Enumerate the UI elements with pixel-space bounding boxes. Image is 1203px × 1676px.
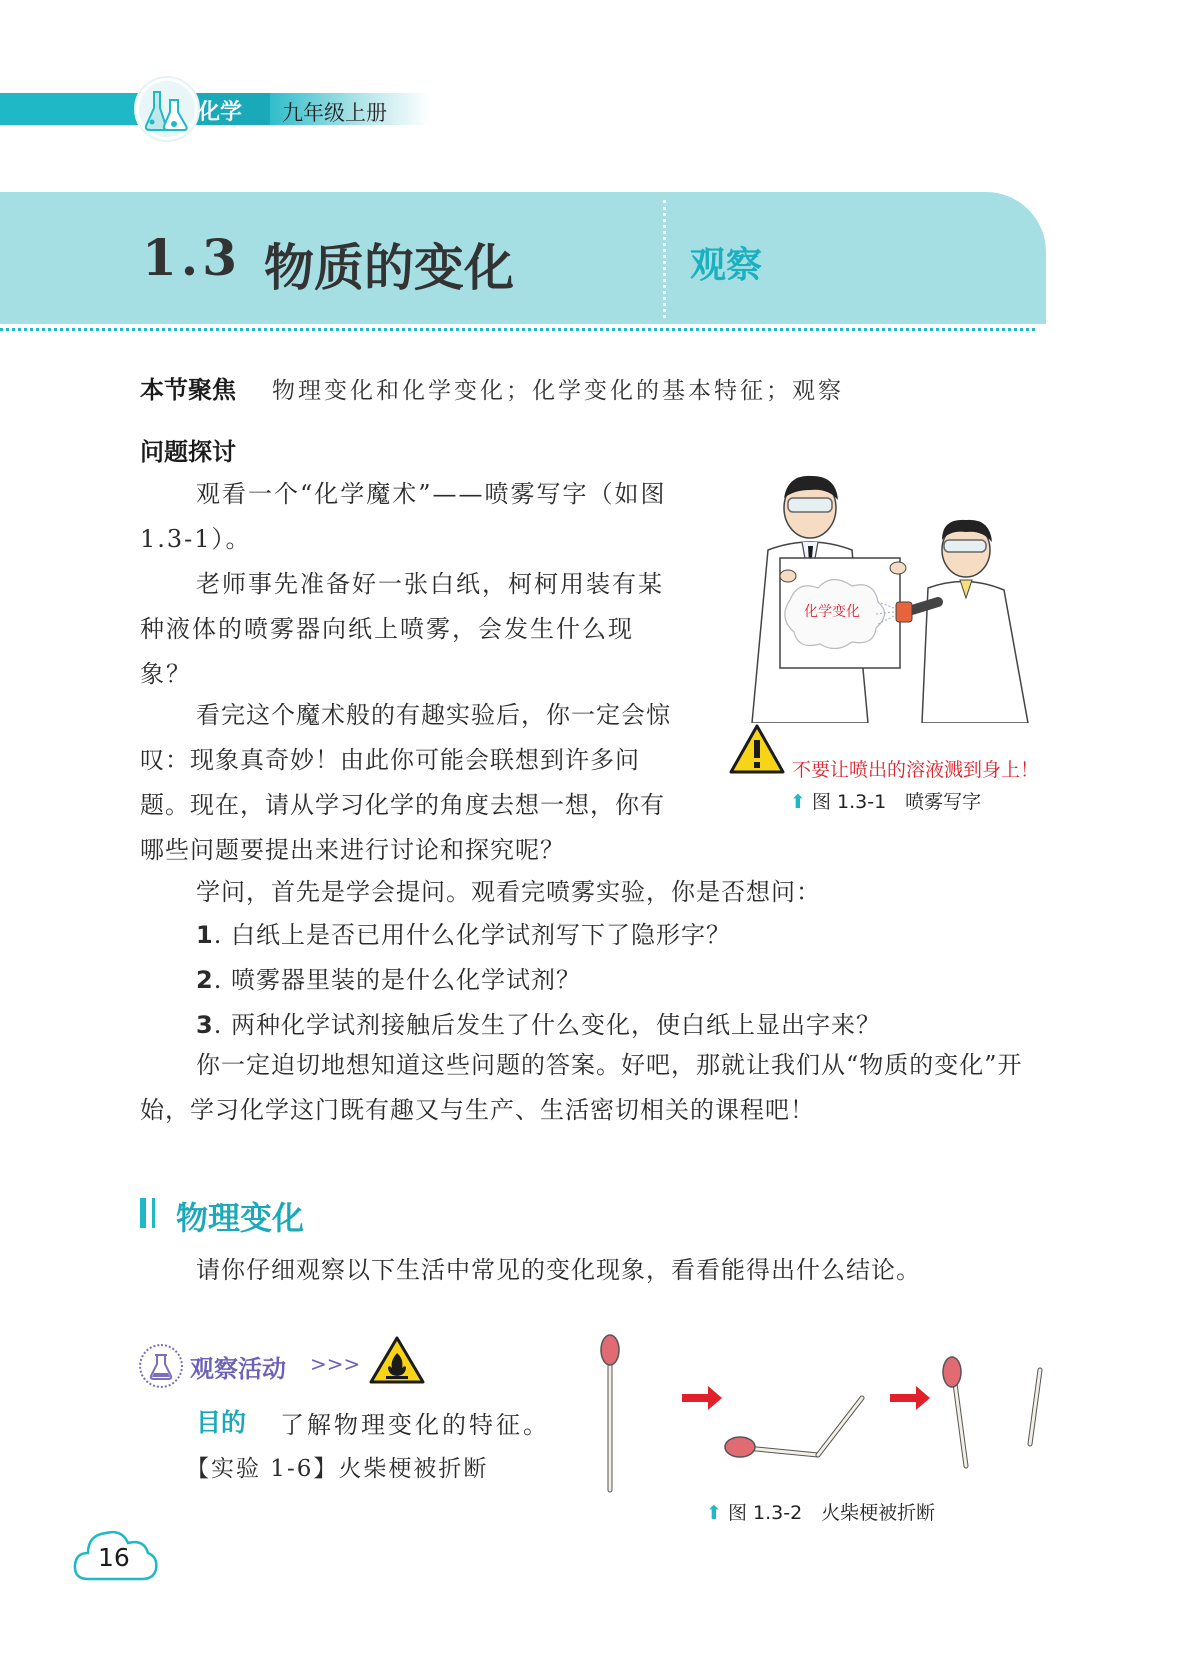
- goal-label: 目的: [196, 1408, 247, 1437]
- header-subject: 化学: [198, 100, 243, 125]
- matchstick-illustration: [590, 1328, 1070, 1498]
- question-number: 1: [196, 921, 214, 949]
- question-text: . 白纸上是否已用什么化学试剂写下了隐形字？: [213, 921, 731, 949]
- question-number: 3: [196, 1011, 214, 1039]
- paragraph-2: 老师事先准备好一张白纸，柯柯用装有某种液体的喷雾器向纸上喷雾，会发生什么现象？: [140, 570, 664, 688]
- section-intro: 请你仔细观察以下生活中常见的变化现象，看看能得出什么结论。: [196, 1256, 921, 1284]
- problem-heading: 问题探讨: [140, 438, 236, 466]
- focus-label: 本节聚焦: [140, 376, 236, 404]
- activity-arrows: >>>: [310, 1352, 361, 1376]
- question-item: [196, 1005, 881, 1040]
- spray-writing-illustration: [728, 468, 1048, 723]
- figure-2-caption-text: 图 1.3-2 火柴梗被折断: [727, 1502, 936, 1524]
- activity-label: 观察活动: [190, 1355, 286, 1383]
- paragraph-4: 学问，首先是学会提问。观看完喷雾实验，你是否想问：: [196, 878, 821, 906]
- page-title: 物质的变化: [264, 239, 514, 297]
- section-title: 物理变化: [176, 1199, 305, 1237]
- question-item: [196, 915, 731, 950]
- paragraph-1: 观看一个“化学魔术”——喷雾写字（如图 1.3-1）。: [140, 480, 667, 553]
- question-number: 2: [196, 966, 214, 994]
- experiment-title: 【实验 1-6】火柴梗被折断: [186, 1456, 489, 1482]
- page-number: 16: [98, 1543, 130, 1572]
- figure-1-caption: [790, 787, 981, 814]
- warning-icon: [728, 723, 786, 779]
- section-marker: [140, 1198, 146, 1228]
- figure-1-caption-text: 图 1.3-1 喷雾写字: [811, 791, 982, 813]
- section-marker-thin: [152, 1198, 155, 1228]
- flask-activity-icon: [139, 1344, 183, 1388]
- paragraph-5: 你一定迫切地想知道这些问题的答案。好吧，那就让我们从“物质的变化”开始，学习化学这门既有趣又与生产、生活密切相关的课程吧！: [140, 1051, 1023, 1124]
- board-text: 化学变化: [804, 604, 860, 620]
- question-item: [196, 960, 581, 995]
- figure-2-caption: [706, 1498, 935, 1525]
- dotted-rule: [0, 328, 1035, 331]
- warning-text: 不要让喷出的溶液溅到身上！: [792, 759, 1040, 781]
- question-text: . 两种化学试剂接触后发生了什么变化，使白纸上显出字来？: [213, 1011, 881, 1039]
- title-divider: [663, 200, 666, 318]
- focus-text: 物理变化和化学变化；化学变化的基本特征；观察: [272, 378, 844, 404]
- flammable-warning-icon: [368, 1335, 426, 1389]
- header-grade: 九年级上册: [282, 101, 387, 125]
- section-number: 1.3: [142, 228, 241, 287]
- arrow-up-icon: ⬆: [790, 791, 806, 813]
- paragraph-3: 看完这个魔术般的有趣实验后，你一定会惊叹：现象真奇妙！由此你可能会联想到许多问题。现在，请从学习化学的角度去想一想，你有哪些问题要提出来进行讨论和探究呢？: [140, 701, 671, 864]
- goal-text: 了解物理变化的特征。: [280, 1411, 550, 1439]
- flask-logo-icon: [134, 76, 200, 142]
- arrow-up-icon: ⬆: [706, 1502, 722, 1524]
- title-tag: 观察: [690, 245, 763, 286]
- question-text: . 喷雾器里装的是什么化学试剂？: [213, 966, 581, 994]
